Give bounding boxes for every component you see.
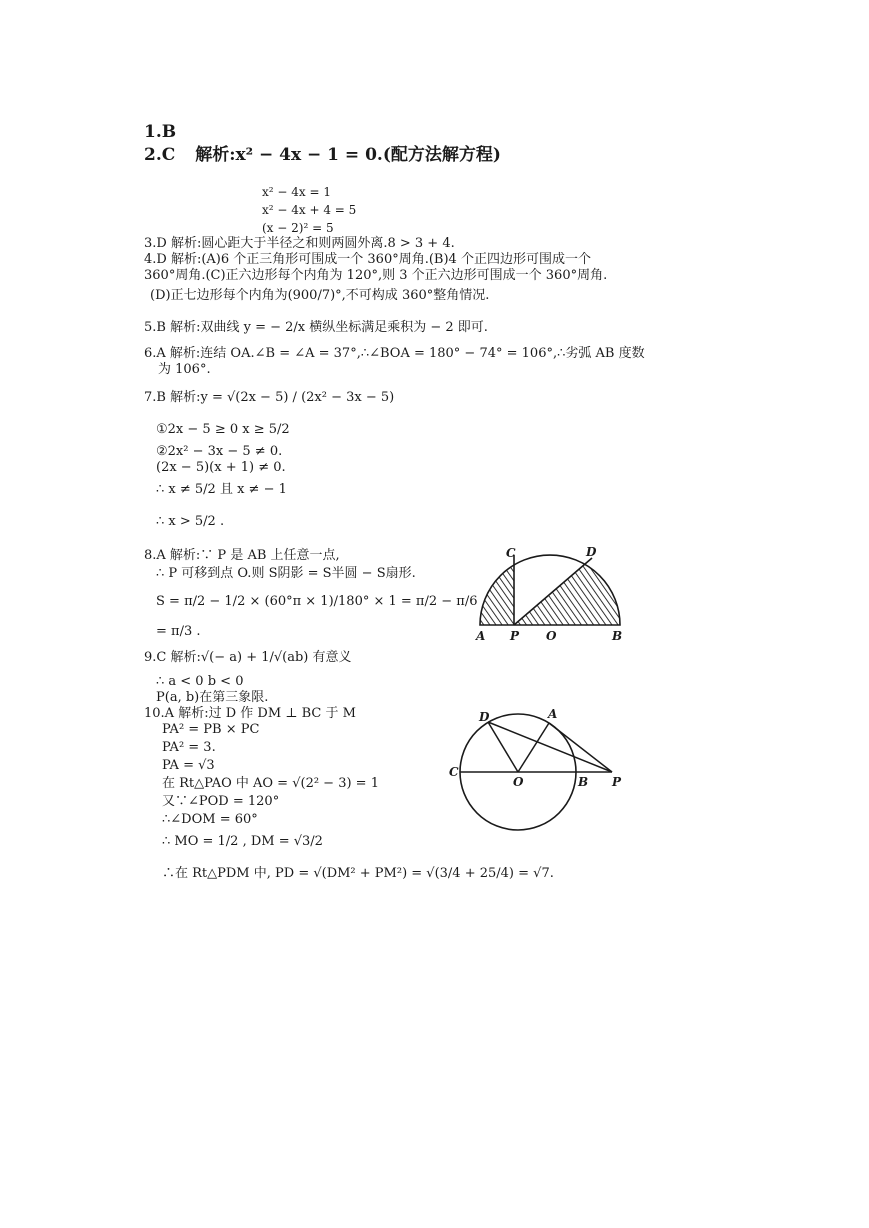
fig10-label-A: A [548, 707, 558, 721]
answer-7-line-2: ①2x − 5 ≥ 0 x ≥ 5/2 [156, 422, 290, 437]
answer-2-equation: :x² − 4x − 1 = 0.(配方法解方程) [229, 145, 501, 165]
left-shaded-region [480, 555, 514, 625]
figure-8-semicircle [470, 545, 635, 645]
answer-2-number: 2.C [144, 145, 176, 165]
fig10-label-O: O [513, 775, 524, 789]
answer-2-step-2: x² − 4x + 4 = 5 [262, 203, 357, 217]
answer-8-line-4: = π/3 . [156, 624, 201, 639]
answer-8-line-2: ∴ P 可移到点 O.则 S阴影 = S半圆 − S扇形. [156, 566, 416, 581]
answer-3: 3.D 解析:圆心距大于半径之和则两圆外离.8 > 3 + 4. [144, 236, 455, 251]
answer-9-line-3: P(a, b)在第三象限. [156, 690, 269, 705]
answer-10-line-7: ∴∠DOM = 60° [162, 812, 258, 827]
answer-6-line-2: 为 106°. [158, 362, 211, 377]
fig8-label-B: B [612, 629, 623, 643]
fig8-label-O: O [546, 629, 557, 643]
right-shaded-region [514, 555, 630, 625]
answer-7-line-1: 7.B 解析:y = √(2x − 5) / (2x² − 3x − 5) [144, 390, 395, 405]
answer-8-line-3: S = π/2 − 1/2 × (60°π × 1)/180° × 1 = π/2 − π/6 [156, 594, 478, 609]
answer-2-label: 解析 [195, 145, 230, 165]
answer-10-line-4: PA = √3 [162, 758, 215, 773]
fig10-label-P: P [612, 775, 622, 789]
figure-10-circle [446, 706, 628, 836]
fig10-label-B: B [578, 775, 589, 789]
answer-10-line-8: ∴ MO = 1/2 , DM = √3/2 [162, 834, 323, 849]
answer-1: 1.B [144, 122, 177, 142]
answer-2 [144, 145, 501, 165]
answer-9-line-2: ∴ a < 0 b < 0 [156, 674, 244, 689]
answer-4-line-1: 4.D 解析:(A)6 个正三角形可围成一个 360°周角.(B)4 个正四边形可围成一个 [144, 252, 591, 267]
fig8-label-P: P [510, 629, 520, 643]
answer-4-line-3: (D)正七边形每个内角为(900/7)°,不可构成 360°整角情况. [150, 288, 490, 303]
answer-7-line-6: ∴ x > 5/2 . [156, 514, 225, 529]
answer-10-line-9: ∴在 Rt△PDM 中, PD = √(DM² + PM²) = √(3/4 + 25/4) = √7. [162, 866, 554, 881]
fig8-label-C: C [506, 546, 516, 560]
answer-2-step-1: x² − 4x = 1 [262, 185, 331, 199]
answer-7-line-4: (2x − 5)(x + 1) ≠ 0. [156, 460, 286, 475]
answer-10-line-2: PA² = PB × PC [162, 722, 260, 737]
answer-8-line-1: 8.A 解析:∵ P 是 AB 上任意一点, [144, 548, 340, 563]
answer-10-line-1: 10.A 解析:过 D 作 DM ⊥ BC 于 M [144, 706, 356, 721]
answer-10-line-3: PA² = 3. [162, 740, 216, 755]
fig10-label-D: D [479, 710, 490, 724]
fig8-label-D: D [586, 545, 597, 559]
answer-7-line-3: ②2x² − 3x − 5 ≠ 0. [156, 444, 283, 459]
fig10-label-C: C [449, 765, 459, 779]
fig8-label-A: A [476, 629, 486, 643]
answer-4-line-2: 360°周角.(C)正六边形每个内角为 120°,则 3 个正六边形可围成一个 360°周角. [144, 268, 608, 283]
answer-10-line-6: 又∵∠POD = 120° [162, 794, 280, 809]
answer-6-line-1: 6.A 解析:连结 OA.∠B = ∠A = 37°,∴∠BOA = 180° − 74° = 106°,∴劣弧 AB 度数 [144, 346, 645, 361]
answer-5: 5.B 解析:双曲线 y = − 2/x 横纵坐标满足乘积为 − 2 即可. [144, 320, 488, 335]
answer-10-line-5: 在 Rt△PAO 中 AO = √(2² − 3) = 1 [162, 776, 379, 791]
answer-2-step-3: (x − 2)² = 5 [262, 221, 334, 235]
answer-7-line-5: ∴ x ≠ 5/2 且 x ≠ − 1 [156, 482, 287, 497]
answer-9-line-1: 9.C 解析:√(− a) + 1/√(ab) 有意义 [144, 650, 352, 665]
